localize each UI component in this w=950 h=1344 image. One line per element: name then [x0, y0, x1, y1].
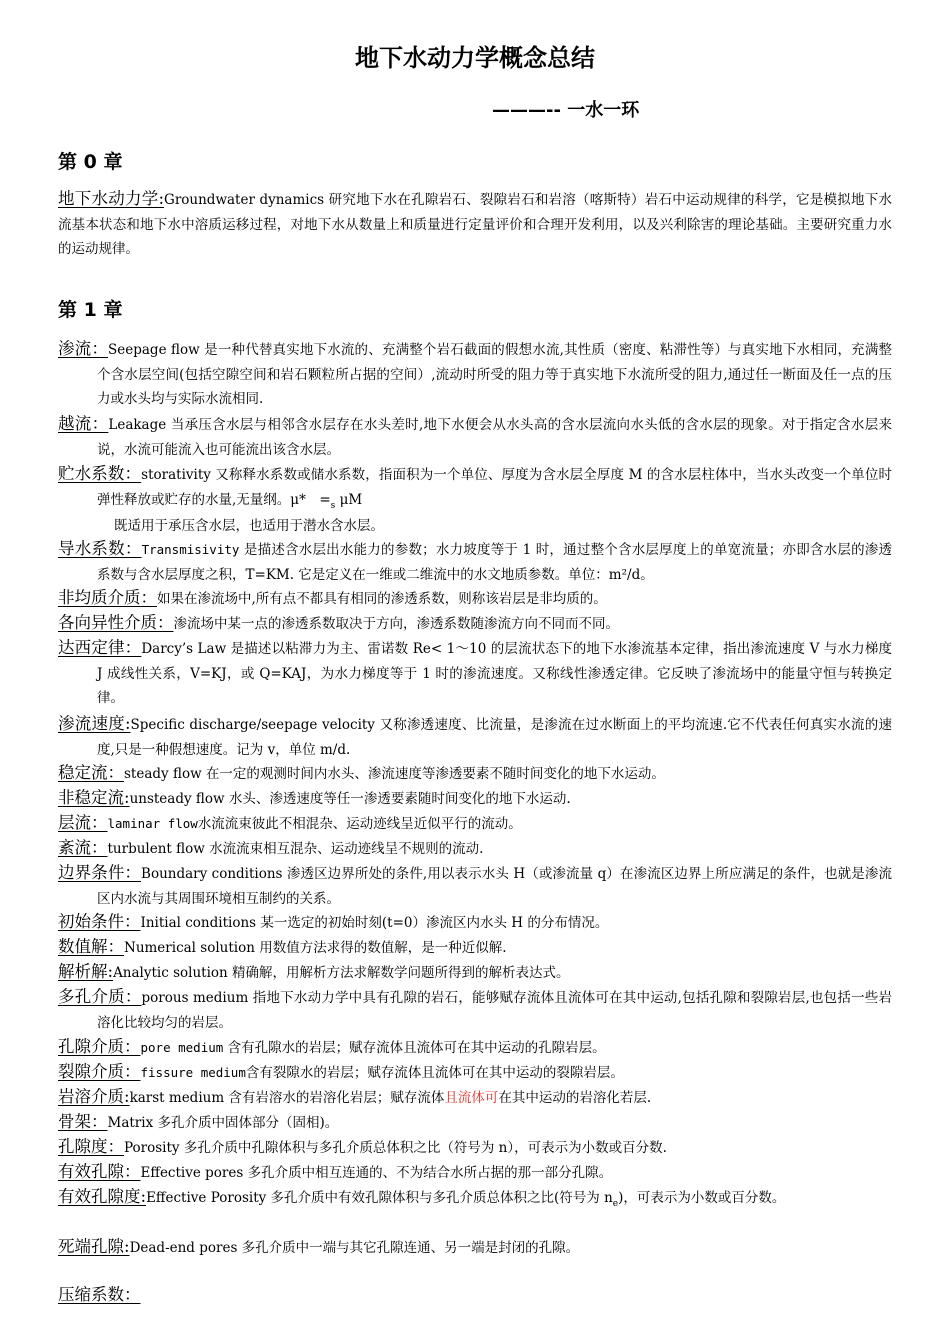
definition-item — [58, 1110, 892, 1136]
subscript: s — [330, 500, 336, 511]
term-label: 压缩系数： — [58, 1285, 141, 1304]
term-english: laminar flow — [107, 816, 198, 831]
term-label: 孔隙度： — [58, 1137, 124, 1156]
definition-text: karst medium 含有岩溶水的岩溶化岩层；赋存流体 — [129, 1090, 445, 1106]
intro-paragraph — [58, 187, 892, 262]
term-label: 有效孔隙度: — [58, 1187, 147, 1206]
term-label: 稳定流： — [58, 763, 124, 782]
definition-text: 含有孔隙水的岩层；赋存流体且流体可在其中运动的孔隙岩层。 — [223, 1040, 606, 1056]
term-label: 非均质介质： — [58, 588, 157, 607]
term-label: 边界条件： — [58, 863, 142, 882]
term-label: 骨架： — [58, 1112, 108, 1131]
definition-tail: μM — [339, 491, 363, 508]
term-label: 死端孔隙: — [58, 1237, 130, 1256]
term-label: 岩溶介质: — [58, 1087, 130, 1106]
definition-text: Groundwater dynamics 研究地下水在孔隙岩石、裂隙岩石和岩溶（喀斯特）岩石中运动规律的科学，它是模拟地下水流基本状态和地下水中溶质运移过程，对地下水从数量上和质量进行定量评价和合理开发利用，以及兴利除害的理论基础。主要研究重力水的运动规律。 — [58, 192, 892, 257]
term-label: 越流： — [58, 414, 109, 433]
author-line: ———-- 一水一环 — [492, 100, 640, 121]
definition-text: 含有裂隙水的岩层；赋存流体且流体可在其中运动的裂隙岩层。 — [245, 1065, 624, 1081]
definition-text: Darcy’s Law 是描述以粘滞力为主、雷诺数 Re< 1～10 的层流状态下的地下水渗流基本定律，指出渗流速度 V 与水力梯度 J 成线性关系，V=KJ，或 Q=KAJ，为水力梯度等于 1 时的渗流速度。又称线性渗透定律。它反映了渗流场中的能量守恒与转换定律。 — [97, 641, 893, 706]
chapter-heading-0: 第 0 章 — [58, 151, 123, 173]
definition-text: Numerical solution 用数值方法求得的数值解，是一种近似解. — [124, 940, 507, 956]
term-label: 多孔介质： — [58, 987, 142, 1006]
term-english: Transmisivity — [141, 542, 240, 557]
definition-text: Effective Porosity 多孔介质中有效孔隙体积与多孔介质总体积之比(符号为 n — [146, 1190, 613, 1206]
storativity-note: 既适用于承压含水层，也适用于潜水含水层。 — [114, 518, 384, 534]
definition-item — [58, 337, 892, 412]
definition-text: unsteady flow 水头、渗透速度等任一渗透要素随时间变化的地下水运动. — [129, 791, 571, 807]
definition-text: Specific discharge/seepage velocity 又称渗透速度、比流量，是渗流在过水断面上的平均流速.它不代表任何真实水流的速度,只是一种假想速度。记为 v，单位 m/d. — [97, 717, 893, 758]
definition-text: Dead-end pores 多孔介质中一端与其它孔隙连通、另一端是封闭的孔隙。 — [129, 1240, 580, 1256]
definition-item — [58, 611, 892, 637]
definition-item — [58, 935, 892, 961]
definition-item — [58, 586, 892, 612]
term-label: 解析解: — [58, 962, 114, 981]
definition-item — [58, 985, 892, 1035]
term-label: 达西定律： — [58, 638, 142, 657]
term-label: 地下水动力学: — [58, 189, 165, 208]
definition-text: Seepage flow 是一种代替真实地下水流的、充满整个岩石截面的假想水流,其性质（密度、粘滞性等）与真实地下水相同，充满整个含水层空间(包括空隙空间和岩石颗粒所占据的空间）,流动时所受的阻力等于真实地下水流所受的阻力,通过任一断面及任一点的压力或水头均与实际水流相同. — [97, 342, 893, 407]
definition-item — [58, 960, 892, 986]
document-title: 地下水动力学概念总结 — [355, 44, 595, 72]
definition-item — [58, 1085, 892, 1111]
definition-item — [58, 861, 892, 911]
term-label: 贮水系数： — [58, 464, 142, 483]
definition-item — [58, 1060, 892, 1086]
definition-text: Leakage 当承压含水层与相邻含水层存在水头差时,地下水便会从水头高的含水层流向水头低的含水层的现象。对于指定含水层来说，水流可能流入也可能流出该含水层。 — [97, 417, 893, 458]
definition-text: Analytic solution 精确解，用解析方法求解数学问题所得到的解析表达式。 — [113, 965, 570, 981]
term-label: 有效孔隙： — [58, 1162, 141, 1181]
definition-text: Matrix 多孔介质中固体部分（固相)。 — [107, 1115, 339, 1131]
definition-item — [58, 1035, 892, 1061]
term-label: 层流： — [58, 813, 108, 832]
definition-text: 如果在渗流场中,所有点不都具有相同的渗透系数，则称该岩层是非均质的。 — [157, 591, 607, 607]
definition-item — [58, 412, 892, 462]
definition-item — [58, 786, 892, 812]
definition-text: 水流流束彼此不相混杂、运动迹线呈近似平行的流动。 — [197, 816, 522, 832]
definition-text: Effective pores 多孔介质中相互连通的、不为结合水所占据的那一部分孔隙。 — [140, 1165, 613, 1181]
term-english: pore medium — [140, 1040, 224, 1055]
term-label: 渗流： — [58, 339, 109, 358]
definition-item — [58, 1283, 892, 1309]
definition-item — [58, 1135, 892, 1161]
definition-item — [58, 462, 892, 518]
definition-text: porous medium 指地下水动力学中具有孔隙的岩石，能够赋存流体且流体可在其中运动,包括孔隙和裂隙岩层,也包括一些岩溶化比较均匀的岩层。 — [97, 990, 892, 1031]
term-label: 导水系数： — [58, 539, 142, 558]
definition-text: Boundary conditions 渗透区边界所处的条件,用以表示水头 H（或渗流量 q）在渗流区边界上所应满足的条件，也就是渗流区内水流与其周围环境相互制约的关系。 — [97, 866, 892, 907]
term-label: 数值解： — [58, 937, 124, 956]
definition-text: 渗流场中某一点的渗透系数取决于方向，渗透系数随渗流方向不同而不同。 — [173, 616, 619, 632]
term-label: 各向异性介质： — [58, 613, 174, 632]
definition-text: storativity 又称释水系数或储水系数，指面积为一个单位、厚度为含水层全厚度 M 的含水层柱体中，当水头改变一个单位时弹性释放或贮存的水量,无量纲。μ* = — [97, 467, 893, 508]
definition-text: steady flow 在一定的观测时间内水头、渗流速度等渗透要素不随时间变化的地下水运动。 — [124, 766, 665, 782]
term-label: 孔隙介质： — [58, 1037, 141, 1056]
chapter-heading-1: 第 1 章 — [58, 299, 123, 321]
definition-item — [58, 1185, 892, 1217]
definition-item — [58, 811, 892, 837]
term-label: 非稳定流: — [58, 788, 130, 807]
definition-item — [58, 836, 892, 862]
definition-item — [58, 712, 892, 762]
definition-item — [58, 910, 892, 936]
highlighted-text: 且流体可 — [444, 1090, 499, 1106]
definition-text: turbulent flow 水流流束相互混杂、运动迹线呈不规则的流动. — [107, 841, 484, 857]
term-label: 渗流速度: — [58, 714, 131, 733]
term-label: 裂隙介质： — [58, 1062, 141, 1081]
term-english: fissure medium — [140, 1065, 246, 1080]
definition-item — [58, 636, 892, 711]
definition-text: Initial conditions 某一选定的初始时刻(t=0）渗流区内水头 H 的分布情况。 — [140, 915, 609, 931]
definition-item — [58, 761, 892, 787]
term-label: 初始条件： — [58, 912, 141, 931]
definition-item — [58, 1235, 892, 1261]
definition-text: Porosity 多孔介质中孔隙体积与多孔介质总体积之比（符号为 n），可表示为小数或百分数. — [124, 1140, 667, 1156]
subscript: e — [612, 1199, 619, 1209]
definition-text: 是描述含水层出水能力的参数；水力坡度等于 1 时，通过整个含水层厚度上的单宽流量；亦即含水层的渗透系数与含水层厚度之积，T=KM. 它是定义在一维或二维流中的水文地质参数。单位：m²/d。 — [97, 542, 892, 583]
definition-tail: )，可表示为小数或百分数。 — [618, 1190, 786, 1206]
definition-item — [58, 537, 892, 587]
term-label: 紊流： — [58, 838, 108, 857]
definition-tail: 在其中运动的岩溶化若层. — [498, 1090, 652, 1106]
definition-item — [58, 1160, 892, 1186]
